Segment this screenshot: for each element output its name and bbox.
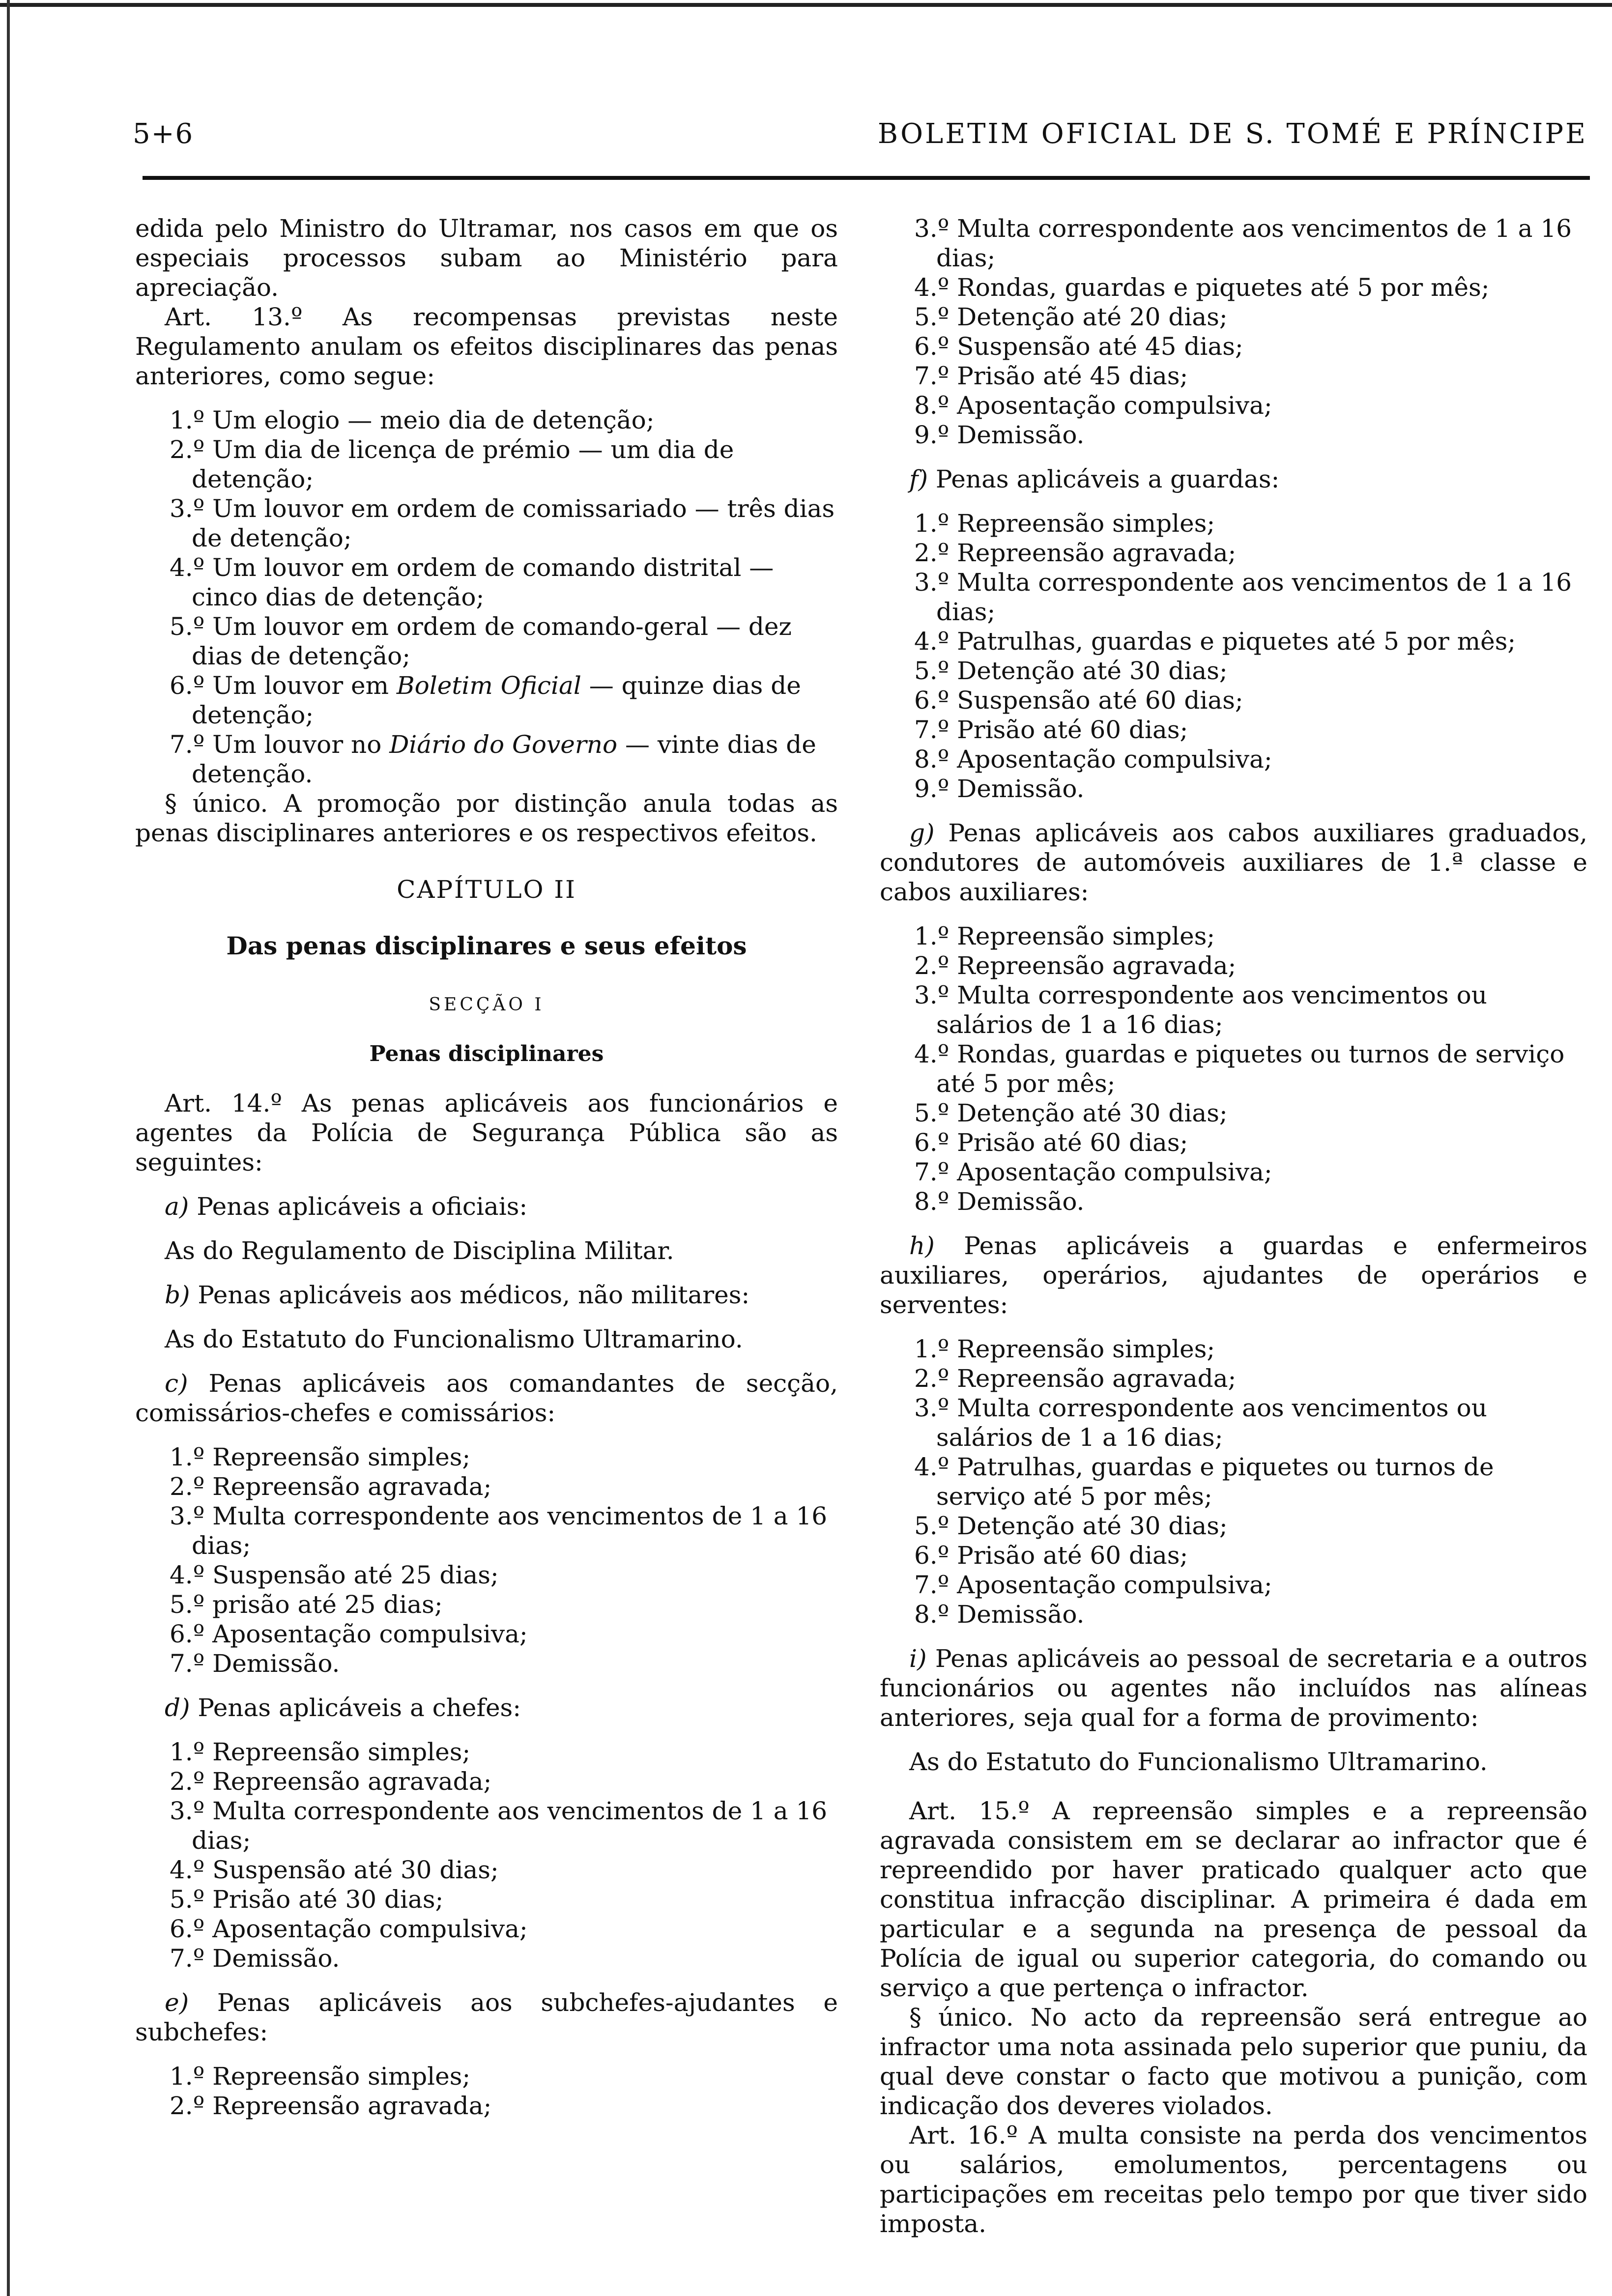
list-item: 5.º Detenção até 30 dias;	[914, 657, 1228, 685]
list-item: 3.º Multa correspondente aos vencimentos de 1 a 16 dias;	[170, 1502, 828, 1560]
list-item: 4.º Patrulhas, guardas e piquetes até 5 por mês;	[914, 627, 1516, 656]
list-item: 6.º Prisão até 60 dias;	[914, 1541, 1188, 1570]
article-13: Art. 13.º As recompensas previstas neste Regulamento anulam os efeitos disciplinares das penas anteriores, como segue:	[135, 303, 838, 390]
alinea-c: c) Penas aplicáveis aos comandantes de secção, comissários-chefes e comissários:	[135, 1369, 838, 1427]
article-16: Art. 16.º A multa consiste na perda dos vencimentos ou salários, emolumentos, percentagens ou participações em receitas pelo tempo por que tiver sido imposta.	[880, 2121, 1587, 2238]
list-item: 2.º Repreensão agravada;	[170, 1472, 492, 1501]
intro-paragraph: edida pelo Ministro do Ultramar, nos casos em que os especiais processos subam ao Ministério para apreciação.	[135, 214, 838, 302]
list-item: 1.º Repreensão simples;	[914, 922, 1215, 950]
list-item: 5.º prisão até 25 dias;	[170, 1590, 443, 1619]
list-item: 4.º Rondas, guardas e piquetes ou turnos de serviço até 5 por mês;	[914, 1040, 1565, 1098]
list-item: 7.º Um louvor no Diário do Governo — vinte dias de detenção.	[170, 730, 816, 788]
list-item: 3.º Multa correspondente aos vencimentos ou salários de 1 a 16 dias;	[914, 1394, 1487, 1452]
list-item: 6.º Suspensão até 60 dias;	[914, 686, 1243, 715]
article-15: Art. 15.º A repreensão simples e a repreensão agravada consistem em se declarar ao infractor que é repreendido por haver praticado qualquer acto que constitua infracção disciplinar. A primeira é dada em particular e a segunda na presença de pessoal da Polícia de igual ou superior categoria, do comando ou serviço a que pertença o infractor.	[880, 1797, 1587, 2002]
alinea-g: g) Penas aplicáveis aos cabos auxiliares graduados, condutores de automóveis auxiliares de 1.ª classe e cabos auxiliares:	[880, 819, 1587, 906]
list-item: 7.º Prisão até 60 dias;	[914, 716, 1188, 744]
list-item: 3.º Multa correspondente aos vencimentos de 1 a 16 dias;	[170, 1797, 828, 1855]
list-item: 2.º Repreensão agravada;	[914, 951, 1237, 980]
list-item: 2.º Um dia de licença de prémio — um dia de detenção;	[170, 435, 734, 493]
alinea-a: a) Penas aplicáveis a oficiais:	[165, 1192, 528, 1221]
list-item: 7.º Aposentação compulsiva;	[914, 1571, 1272, 1599]
list-item: 6.º Um louvor em Boletim Oficial — quinze dias de detenção;	[170, 671, 801, 729]
list-item: 1.º Repreensão simples;	[170, 1443, 471, 1471]
list-item: 8.º Aposentação compulsiva;	[914, 745, 1272, 774]
penalties-list-e	[135, 2062, 838, 2121]
list-item: 2.º Repreensão agravada;	[170, 2092, 492, 2120]
list-item: 6.º Aposentação compulsiva;	[170, 1915, 528, 1943]
paragraph-unico: § único. A promoção por distinção anula todas as penas disciplinares anteriores e os respectivos efeitos.	[135, 789, 838, 847]
alinea-e: e) Penas aplicáveis aos subchefes-ajudantes e subchefes:	[135, 1988, 838, 2046]
list-item: 7.º Demissão.	[170, 1649, 340, 1678]
list-item: 6.º Suspensão até 45 dias;	[914, 332, 1243, 361]
penalties-list-c	[135, 1442, 838, 1678]
list-item: 5.º Detenção até 20 dias;	[914, 303, 1228, 331]
list-item: 6.º Prisão até 60 dias;	[914, 1128, 1188, 1157]
article-14: Art. 14.º As penas aplicáveis aos funcionários e agentes da Polícia de Segurança Pública são as seguintes:	[135, 1089, 838, 1177]
list-item: 1.º Repreensão simples;	[914, 509, 1215, 538]
list-item: 2.º Repreensão agravada;	[914, 539, 1237, 567]
list-item: 6.º Aposentação compulsiva;	[170, 1620, 528, 1648]
penalties-list-f	[880, 509, 1587, 804]
penalties-list-e-continued	[880, 214, 1587, 450]
alinea-i: i) Penas aplicáveis ao pessoal de secretaria e a outros funcionários ou agentes não incluídos nas alíneas anteriores, seja qual for a forma de provimento:	[880, 1644, 1587, 1732]
list-item: 7.º Demissão.	[170, 1944, 340, 1973]
list-item: 4.º Suspensão até 30 dias;	[170, 1856, 499, 1884]
alinea-f: f) Penas aplicáveis a guardas:	[909, 465, 1280, 493]
section-title: Penas disciplinares	[369, 1041, 604, 1066]
list-item: 4.º Suspensão até 25 dias;	[170, 1561, 499, 1589]
list-item: 5.º Prisão até 30 dias;	[170, 1885, 444, 1914]
list-item: 5.º Detenção até 30 dias;	[914, 1512, 1228, 1540]
list-item: 9.º Demissão.	[914, 421, 1085, 449]
journal-title: BOLETIM OFICIAL DE S. TOMÉ E PRÍNCIPE	[877, 118, 1587, 150]
list-item: 1.º Repreensão simples;	[170, 2062, 471, 2091]
list-item: 2.º Repreensão agravada;	[914, 1364, 1237, 1393]
penalties-list-g	[880, 921, 1587, 1216]
list-item: 3.º Multa correspondente aos vencimentos de 1 a 16 dias;	[914, 214, 1572, 272]
list-item: 1.º Repreensão simples;	[170, 1738, 471, 1766]
list-item: 5.º Um louvor em ordem de comando-geral — dez dias de detenção;	[170, 612, 792, 670]
chapter-title: Das penas disciplinares e seus efeitos	[226, 931, 747, 960]
list-item: 3.º Um louvor em ordem de comissariado — três dias de detenção;	[170, 494, 835, 552]
right-column	[880, 214, 1587, 2239]
section-heading: SECÇÃO I	[429, 995, 545, 1015]
article-15-unico: § único. No acto da repreensão será entregue ao infractor uma nota assinada pelo superior que puniu, da qual deve constar o facto que motivou a punição, com indicação dos deveres violados.	[880, 2003, 1587, 2120]
list-item: 3.º Multa correspondente aos vencimentos de 1 a 16 dias;	[914, 568, 1572, 626]
list-item: 8.º Aposentação compulsiva;	[914, 391, 1272, 420]
alinea-b-body: As do Estatuto do Funcionalismo Ultramarino.	[165, 1325, 743, 1353]
left-column	[135, 214, 838, 2121]
page-number: 5+6	[133, 118, 194, 150]
alinea-b: b) Penas aplicáveis aos médicos, não militares:	[165, 1281, 750, 1309]
penalties-list-d	[135, 1737, 838, 1973]
list-item: 5.º Detenção até 30 dias;	[914, 1099, 1228, 1127]
alinea-h: h) Penas aplicáveis a guardas e enfermeiros auxiliares, operários, ajudantes de operários e serventes:	[880, 1232, 1587, 1319]
rewards-list	[135, 405, 838, 789]
page-header	[133, 118, 1587, 162]
list-item: 8.º Demissão.	[914, 1187, 1085, 1216]
list-item: 3.º Multa correspondente aos vencimentos ou salários de 1 a 16 dias;	[914, 981, 1487, 1039]
page-border-left	[7, 0, 10, 2296]
list-item: 7.º Aposentação compulsiva;	[914, 1158, 1272, 1186]
list-item: 1.º Repreensão simples;	[914, 1335, 1215, 1363]
chapter-heading: CAPÍTULO II	[397, 875, 576, 904]
list-item: 7.º Prisão até 45 dias;	[914, 362, 1188, 390]
list-item: 9.º Demissão.	[914, 775, 1085, 803]
list-item: 1.º Um elogio — meio dia de detenção;	[170, 406, 655, 434]
list-item: 4.º Rondas, guardas e piquetes até 5 por mês;	[914, 273, 1490, 302]
list-item: 2.º Repreensão agravada;	[170, 1767, 492, 1796]
list-item: 4.º Patrulhas, guardas e piquetes ou turnos de serviço até 5 por mês;	[914, 1453, 1494, 1511]
list-item: 8.º Demissão.	[914, 1600, 1085, 1629]
page-border-top	[0, 3, 1612, 7]
list-item: 4.º Um louvor em ordem de comando distrital — cinco dias de detenção;	[170, 553, 774, 611]
alinea-a-body: As do Regulamento de Disciplina Militar.	[165, 1236, 674, 1265]
alinea-d: d) Penas aplicáveis a chefes:	[165, 1693, 521, 1722]
penalties-list-h	[880, 1334, 1587, 1629]
alinea-i-body: As do Estatuto do Funcionalismo Ultramarino.	[909, 1748, 1488, 1776]
header-rule	[143, 176, 1590, 180]
